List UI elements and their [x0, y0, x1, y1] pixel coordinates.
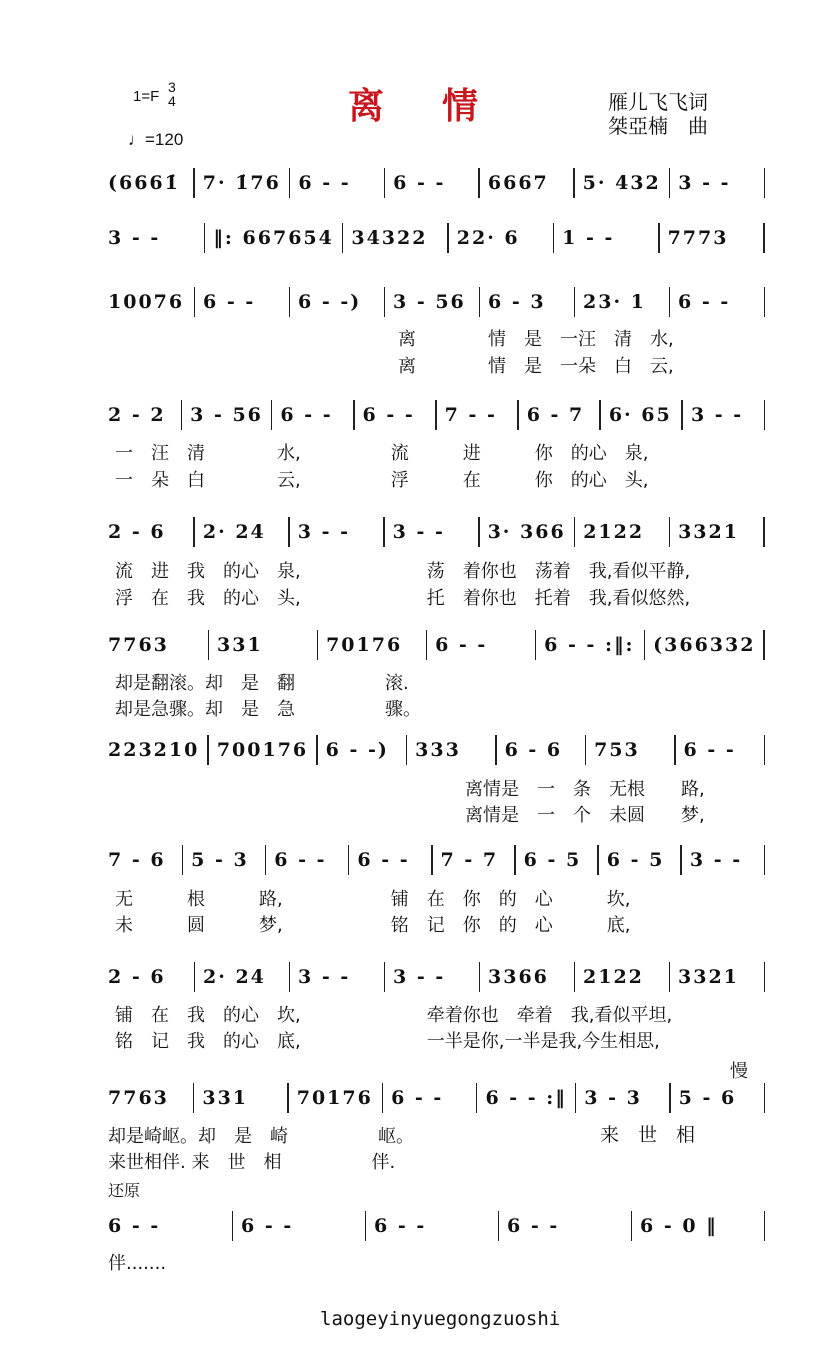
measure: 6 - -: [435, 634, 488, 656]
lyric-line: 却是急骤。却 是 急 骤。: [115, 699, 421, 720]
lyric-line: 一 朵 白 云, 浮 在 你 的心 头,: [115, 470, 649, 491]
measure: 6 - 0 ‖: [640, 1215, 718, 1237]
measure: 6 - 3: [488, 291, 546, 313]
measure: ‖: 667654: [213, 227, 334, 249]
measure: 1 - -: [562, 227, 615, 249]
measure: 7 - 7: [440, 849, 499, 871]
measure: 3 - -: [297, 521, 351, 543]
barline: [764, 962, 766, 992]
measure: 6 - -: [678, 291, 731, 313]
lyric-line: 离 情 是 一汪 清 水,: [398, 329, 674, 350]
measure: 10076: [108, 291, 185, 313]
barline: [763, 223, 765, 253]
measure: 6 - -: [280, 404, 333, 426]
measure: 6667: [487, 172, 549, 194]
lyric-line: 离情是 一 个 未圆 梦,: [465, 805, 705, 826]
measure: 331: [202, 1087, 249, 1109]
notation-row: [100, 630, 765, 660]
measure: 331: [217, 634, 263, 656]
measure: 3 - -: [392, 521, 445, 543]
measure: 6 - -: [357, 849, 410, 871]
measure: 6 - -: [374, 1215, 427, 1237]
lyric-line: 离 情 是 一朵 白 云,: [398, 356, 674, 377]
measure: 3366: [488, 966, 549, 988]
lyric-line: 铺 在 我 的心 坎, 牵着你也 牵着 我,看似平坦,: [115, 1005, 673, 1026]
measure: 7· 1̇76: [202, 172, 281, 194]
measure: 3321: [678, 521, 739, 543]
notation-row: [100, 1083, 765, 1113]
measure: 7 - -: [444, 404, 497, 426]
notation-row: [100, 962, 765, 992]
measure: 6 - 5: [606, 849, 665, 871]
barline: [763, 630, 765, 660]
notation-row: [100, 400, 765, 430]
measure: 5 - 6: [678, 1087, 737, 1109]
time-top: 3: [168, 79, 176, 95]
measure: 2122: [583, 966, 644, 988]
composer-credit: 桀亞楠 曲: [608, 114, 708, 138]
lyric-line: 来世相伴. 来 世 相 伴.: [108, 1152, 396, 1173]
measure: 6 - -: [108, 1215, 161, 1237]
measure: 6 - 6: [504, 739, 563, 761]
measure: 2 - 6: [108, 966, 166, 988]
measure: 6 - -: [274, 849, 327, 871]
measure: 3 - -: [393, 966, 446, 988]
song-title: 离情: [348, 86, 537, 127]
barline: [763, 517, 765, 547]
measure: 6 - -: [298, 172, 351, 194]
lyric-line: 浮 在 我 的心 头, 托 着你也 托着 我,看似悠然,: [115, 588, 691, 609]
measure: 70176: [326, 634, 403, 656]
tempo-marking: ♩=120: [128, 130, 184, 149]
measure: 6 - -: [683, 739, 736, 761]
lyric-line: 未 圆 梦, 铭 记 你 的 心 底,: [115, 915, 631, 936]
barline: [764, 400, 766, 430]
measure: 23· 1: [583, 291, 646, 313]
measure: 2122: [583, 521, 645, 543]
measure: (366332: [653, 634, 756, 656]
barline: [764, 1211, 766, 1241]
lyric-line: 无 根 路, 铺 在 你 的 心 坎,: [115, 889, 631, 910]
measure: 6 - -: [241, 1215, 294, 1237]
notation-row: [100, 517, 765, 547]
notation-row: [100, 735, 765, 765]
lyric-line: 流 进 我 的心 泉, 荡 着你也 荡着 我,看似平静,: [115, 561, 691, 582]
measure: 6 - -): [298, 291, 362, 313]
measure: 3 - -: [108, 227, 161, 249]
measure: 3 - -: [689, 849, 743, 871]
barline: [764, 845, 766, 875]
measure: 6 - -: [391, 1087, 444, 1109]
notation-row: [100, 1211, 765, 1241]
measure: 3 - -: [678, 172, 731, 194]
measure: 6 - 7: [526, 404, 585, 426]
measure: 6 - -): [325, 739, 389, 761]
measure: 3· 366: [487, 521, 566, 543]
lyric-line: 却是翻滚。却 是 翻 滚.: [115, 673, 409, 694]
measure: 3 - 56: [190, 404, 263, 426]
notation-row: [100, 845, 765, 875]
measure: 7773: [667, 227, 729, 249]
barline: [764, 168, 766, 198]
measure: (6661̇: [108, 172, 180, 194]
time-signature: [168, 80, 176, 108]
measure: 6 - 5: [523, 849, 582, 871]
lyric-line: 离情是 一 条 无根 路,: [465, 779, 705, 800]
measure: 6 - -: [203, 291, 256, 313]
measure: 5· 432: [582, 172, 661, 194]
measure: 7 - 6: [108, 849, 166, 871]
measure: 3 - -: [690, 404, 744, 426]
lyric-line: 一 汪 清 水, 流 进 你 的心 泉,: [115, 443, 649, 464]
measure: 753: [594, 739, 640, 761]
lyric-line: 铭 记 我 的心 底, 一半是你,一半是我,今生相思,: [115, 1031, 660, 1052]
measure: 6 - -: [393, 172, 446, 194]
measure: 2· 24: [203, 966, 266, 988]
measure: 6· 65: [608, 404, 672, 426]
measure: 2· 24: [202, 521, 266, 543]
key-signature: 1=F: [133, 88, 160, 105]
barline: [764, 1083, 766, 1113]
measure: 3 - 3: [584, 1087, 642, 1109]
slow-marking: 慢: [730, 1061, 748, 1082]
measure: 6 - - :‖:: [544, 634, 635, 656]
barline: [764, 287, 766, 317]
barline: [764, 735, 766, 765]
measure: 70176: [296, 1087, 373, 1109]
measure: 700176: [216, 739, 309, 761]
measure: 3 - -: [298, 966, 351, 988]
coda-lyric: 来 世 相: [600, 1124, 696, 1146]
measure: 7763: [108, 1087, 169, 1109]
measure: 7763: [108, 634, 169, 656]
lyric-line: 伴.......: [108, 1253, 167, 1274]
measure: 34322: [351, 227, 428, 249]
lyricist-credit: 雁儿飞飞词: [608, 90, 708, 114]
measure: 5 - 3: [191, 849, 249, 871]
restore-marking: 还原: [108, 1181, 141, 1200]
measure: 2 - 6: [108, 521, 166, 543]
measure: 2 - 2: [108, 404, 166, 426]
measure: 6 - -: [507, 1215, 560, 1237]
measure: 223210: [108, 739, 200, 761]
measure: 3 - 56: [393, 291, 466, 313]
notation-row: [100, 168, 765, 198]
time-bottom: 4: [168, 93, 176, 109]
measure: 3321: [678, 966, 739, 988]
notation-row: [100, 223, 765, 253]
measure: 6 - -: [362, 404, 415, 426]
notation-row: [100, 287, 765, 317]
footer-watermark: laogeyinyuegongzuoshi: [320, 1308, 561, 1330]
lyric-line: 却是崎岖。却 是 崎 岖。: [108, 1126, 414, 1147]
measure: 333: [415, 739, 461, 761]
measure: 6 - - :‖: [485, 1087, 567, 1109]
measure: 22· 6: [456, 227, 520, 249]
